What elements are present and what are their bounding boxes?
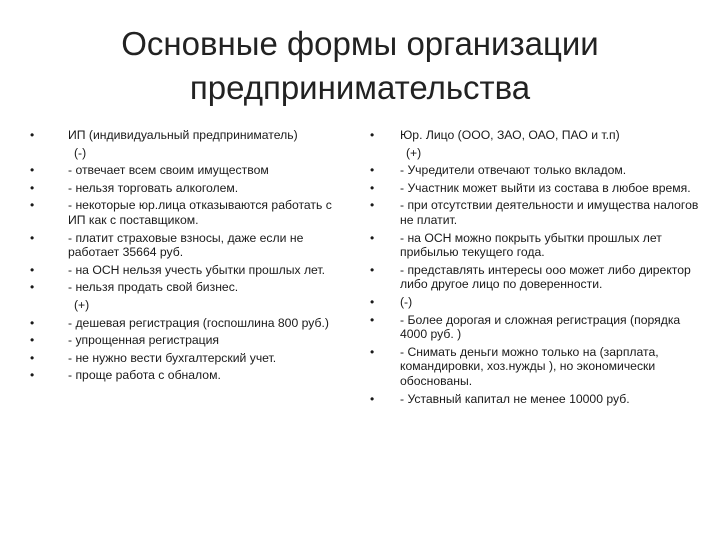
item-text: - платит страховые взносы, даже если не работает 35664 руб. (68, 230, 304, 260)
item-text: - Уставный капитал не менее 10000 руб. (400, 391, 630, 406)
bullet-icon: • (30, 128, 35, 142)
list-item (370, 392, 700, 407)
ip-minus-label: (-) (74, 145, 87, 160)
list-item (30, 263, 350, 278)
bullet-icon: • (30, 262, 35, 277)
ip-plus-label: (+) (74, 297, 90, 312)
item-text: - нельзя торговать алкоголем. (68, 180, 239, 195)
list-item (30, 316, 350, 331)
list-item (370, 313, 700, 342)
item-text: - на ОСН нельзя учесть убытки прошлых лет. (68, 262, 326, 277)
list-item (370, 163, 700, 178)
bullet-icon: • (370, 230, 375, 245)
bullet-icon: • (30, 180, 35, 195)
legal-minus-label: (-) (400, 294, 413, 309)
item-text: - Участник может выйти из состава в любое время. (400, 180, 691, 195)
bullet-icon: • (30, 315, 35, 330)
item-text: - Снимать деньги можно только на (зарплата, командировки, хоз.нужды ), но экономически обоснованы. (400, 344, 659, 388)
bullet-icon: • (370, 163, 375, 178)
list-item (370, 295, 700, 310)
legal-entity-heading: Юр. Лицо (ООО, ЗАО, ОАО, ПАО и т.п) (400, 128, 620, 142)
bullet-icon: • (30, 350, 35, 365)
bullet-icon: • (370, 391, 375, 406)
bullet-icon: • (370, 294, 375, 309)
title-line-1: Основные формы организации (121, 25, 599, 62)
item-text: - представлять интересы ооо может либо директор либо другое лицо по доверенности. (400, 262, 691, 292)
list-item (370, 198, 700, 227)
item-text: - Более дорогая и сложная регистрация (порядка 4000 руб. ) (400, 312, 681, 342)
bullet-icon: • (30, 368, 35, 383)
list-item (30, 351, 350, 366)
list-item (30, 333, 350, 348)
bullet-icon: • (370, 344, 375, 359)
list-item (30, 231, 350, 260)
right-column-legal-entity (370, 128, 700, 409)
list-item (370, 345, 700, 389)
bullet-icon: • (370, 262, 375, 277)
item-text: - проще работа с обналом. (68, 368, 221, 383)
list-item (30, 128, 350, 143)
list-item (30, 368, 350, 383)
bullet-icon: • (370, 312, 375, 327)
item-text: - Учредители отвечают только вкладом. (400, 163, 627, 178)
item-text: - при отсутствии деятельности и имущества налогов не платит. (400, 198, 699, 227)
slide-title (0, 22, 720, 110)
list-item (30, 280, 350, 295)
bullet-icon: • (370, 180, 375, 195)
item-text: - на ОСН можно покрыть убытки прошлых лет прибылью текущего года. (400, 230, 662, 260)
list-item (30, 163, 350, 178)
bullet-icon: • (30, 198, 35, 213)
bullet-icon: • (30, 280, 35, 295)
legal-plus-label: (+) (406, 145, 422, 160)
list-item (30, 198, 350, 227)
list-item (370, 263, 700, 292)
bullet-icon: • (30, 230, 35, 245)
item-text: - дешевая регистрация (госпошлина 800 руб.) (68, 315, 329, 330)
item-text: - упрощенная регистрация (68, 333, 220, 348)
item-text: - некоторые юр.лица отказываются работать с ИП как с поставщиком. (68, 198, 332, 227)
bullet-icon: • (30, 163, 35, 178)
item-text: - нельзя продать свой бизнес. (68, 280, 239, 295)
list-item (30, 181, 350, 196)
bullet-icon: • (370, 198, 375, 213)
item-text: - не нужно вести бухгалтерский учет. (68, 350, 277, 365)
bullet-icon: • (30, 333, 35, 348)
left-column-ip (30, 128, 350, 386)
bullet-icon: • (370, 128, 375, 142)
title-line-2: предпринимательства (189, 69, 531, 106)
list-item (370, 128, 700, 143)
list-item (370, 181, 700, 196)
list-item (370, 231, 700, 260)
ip-heading: ИП (индивидуальный предприниматель) (68, 128, 298, 142)
item-text: - отвечает всем своим имуществом (68, 163, 269, 178)
